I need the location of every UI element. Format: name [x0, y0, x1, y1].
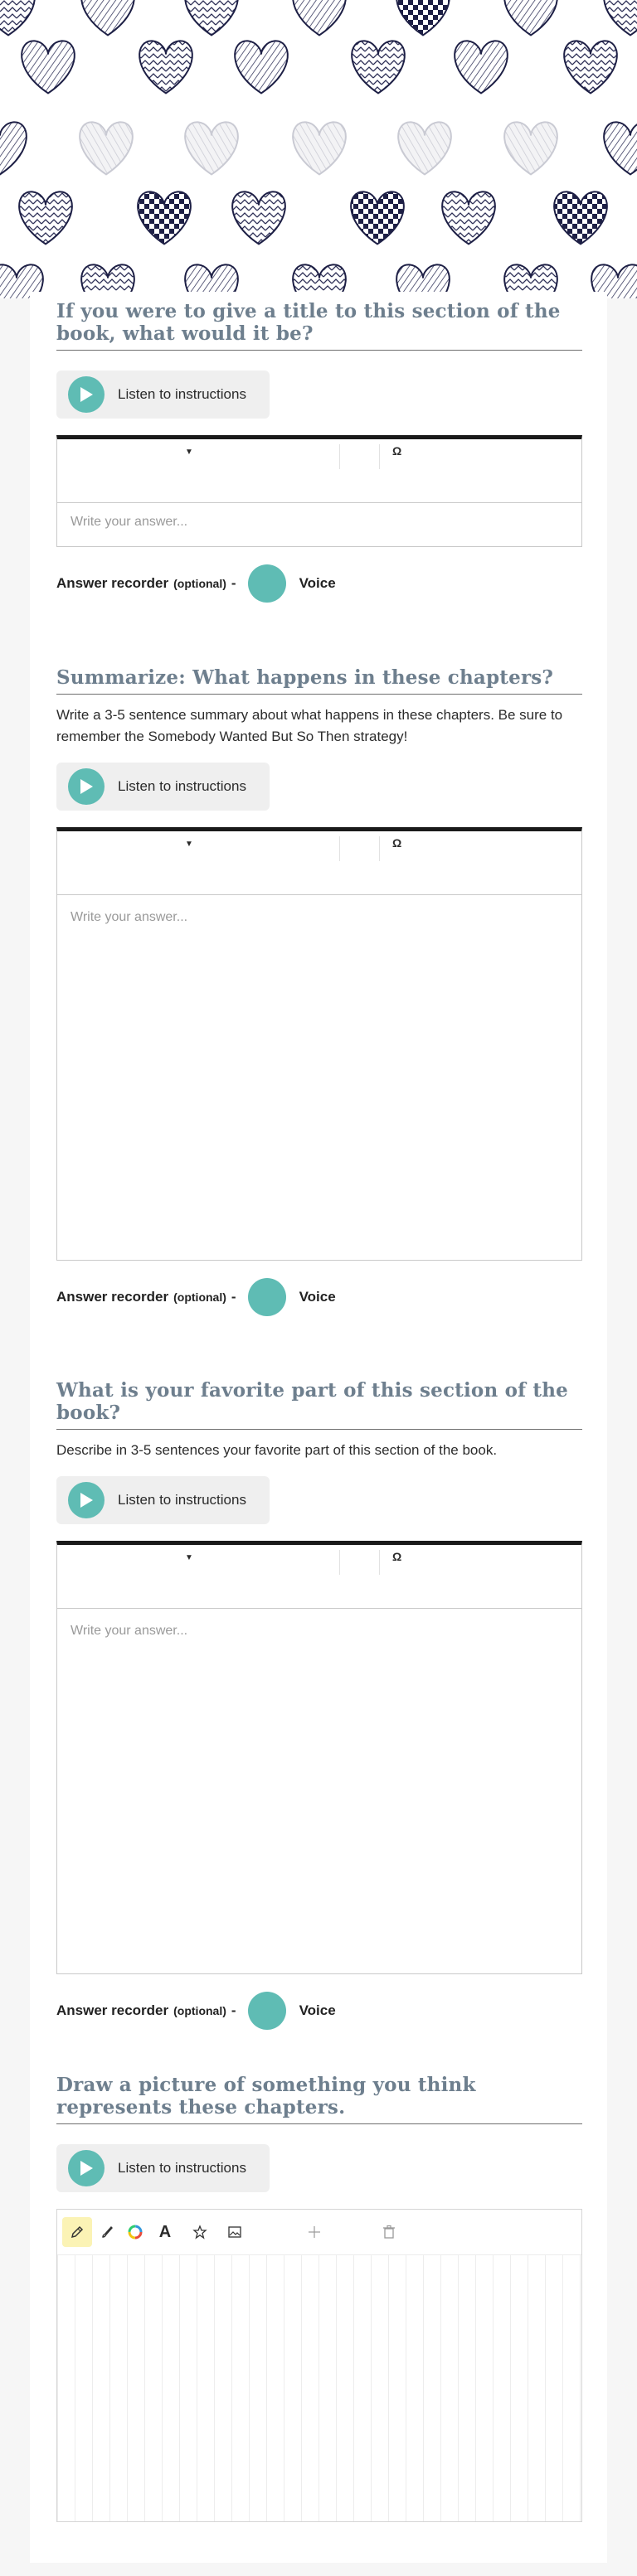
question-1 [56, 300, 582, 603]
hearts-pattern-banner [0, 0, 637, 298]
editor-toolbar [57, 831, 581, 895]
chevron-down-icon[interactable]: ▼ [185, 448, 193, 457]
answer-recorder [56, 564, 582, 603]
record-button[interactable] [248, 564, 286, 603]
recorder-label: Answer recorder [56, 575, 169, 591]
move-icon[interactable] [299, 2217, 329, 2247]
heart-shape [22, 41, 75, 93]
heart-shape [504, 0, 557, 35]
toolbar-divider [379, 1550, 380, 1575]
question-title: Draw a picture of something you think represents these chapters. [56, 2074, 582, 2124]
toolbar-divider [379, 444, 380, 469]
editor-toolbar [57, 439, 581, 503]
heart-shape [293, 0, 346, 35]
listen-label: Listen to instructions [118, 2160, 246, 2176]
text-tool-glyph: A [158, 2222, 172, 2241]
heart-shape [0, 0, 35, 35]
question-title: Summarize: What happens in these chapters? [56, 666, 582, 695]
heart-shape [604, 122, 637, 174]
answer-input[interactable] [57, 503, 581, 546]
heart-shape [455, 41, 508, 93]
answer-placeholder: Write your answer... [71, 910, 188, 924]
star-icon[interactable] [185, 2217, 215, 2247]
recorder-label: Answer recorder [56, 2002, 169, 2018]
drawing-canvas [56, 2209, 582, 2522]
recorder-dash: - [231, 2002, 236, 2018]
heart-shape [185, 0, 238, 35]
listen-instructions-button[interactable] [56, 1476, 270, 1524]
heart-shape [80, 122, 133, 174]
answer-recorder [56, 1277, 582, 1317]
answer-editor [56, 1541, 582, 1974]
question-4 [56, 2074, 582, 2522]
toolbar-divider [339, 444, 340, 469]
answer-editor [56, 827, 582, 1261]
recorder-optional: (optional) [173, 577, 226, 590]
heart-shape [138, 191, 191, 244]
heart-shape [139, 41, 192, 93]
heart-shape [81, 0, 134, 35]
recorder-dash: - [231, 1289, 236, 1305]
heart-shape [232, 191, 285, 244]
play-icon [68, 376, 105, 413]
listen-label: Listen to instructions [118, 778, 246, 794]
worksheet-card [30, 292, 607, 2563]
trash-icon[interactable] [374, 2217, 404, 2247]
toolbar-divider [339, 836, 340, 861]
play-icon [68, 2150, 105, 2186]
special-characters-icon[interactable]: Ω [392, 444, 402, 458]
recorder-label: Answer recorder [56, 1289, 169, 1305]
voice-label: Voice [299, 1289, 336, 1305]
heart-shape [504, 122, 557, 174]
heart-shape [398, 122, 451, 174]
drawing-area[interactable] [57, 2255, 581, 2521]
question-title: What is your favorite part of this section of the book? [56, 1379, 582, 1430]
answer-placeholder: Write your answer... [71, 1624, 188, 1638]
drawing-toolbar [57, 2210, 581, 2255]
hearts-pattern [0, 0, 637, 298]
chevron-down-icon[interactable]: ▼ [185, 1553, 193, 1562]
answer-recorder [56, 1991, 582, 2031]
listen-instructions-button[interactable] [56, 370, 270, 419]
question-2 [56, 666, 582, 1317]
heart-shape [293, 122, 346, 174]
image-icon[interactable] [220, 2217, 250, 2247]
chevron-down-icon[interactable]: ▼ [185, 840, 193, 849]
record-button[interactable] [248, 1992, 286, 2030]
recorder-optional: (optional) [173, 2004, 226, 2017]
listen-instructions-button[interactable] [56, 763, 270, 811]
pencil-icon[interactable] [62, 2217, 92, 2247]
special-characters-icon[interactable]: Ω [392, 836, 402, 850]
editor-toolbar [57, 1545, 581, 1609]
text-icon[interactable] [150, 2217, 180, 2247]
answer-input[interactable] [57, 895, 581, 1260]
heart-shape [554, 191, 607, 244]
heart-shape [185, 122, 238, 174]
brush-icon[interactable] [92, 2217, 122, 2247]
answer-placeholder: Write your answer... [71, 515, 188, 529]
heart-shape [235, 41, 288, 93]
answer-input[interactable] [57, 1609, 581, 1973]
heart-shape [352, 41, 405, 93]
listen-label: Listen to instructions [118, 386, 246, 402]
question-title: If you were to give a title to this section of the book, what would it be? [56, 300, 582, 351]
heart-shape [19, 191, 72, 244]
toolbar-divider [339, 1550, 340, 1575]
heart-shape [351, 191, 404, 244]
listen-label: Listen to instructions [118, 1492, 246, 1508]
question-description: Describe in 3-5 sentences your favorite part of this section of the book. [56, 1442, 498, 1458]
voice-label: Voice [299, 575, 336, 591]
voice-label: Voice [299, 2002, 336, 2018]
toolbar-divider [379, 836, 380, 861]
recorder-optional: (optional) [173, 1290, 226, 1304]
listen-instructions-button[interactable] [56, 2144, 270, 2192]
question-3 [56, 1379, 582, 2031]
answer-editor [56, 435, 582, 547]
color-wheel-icon[interactable] [120, 2217, 150, 2247]
record-button[interactable] [248, 1278, 286, 1316]
play-icon [68, 1482, 105, 1518]
recorder-dash: - [231, 575, 236, 591]
heart-shape [442, 191, 495, 244]
heart-shape [604, 0, 637, 35]
play-icon [68, 768, 105, 805]
heart-shape [396, 0, 450, 35]
heart-shape [0, 122, 27, 174]
question-description: Write a 3-5 sentence summary about what happens in these chapters. Be sure to remember the Somebody Wanted But So Then strategy! [56, 707, 563, 744]
special-characters-icon[interactable]: Ω [392, 1550, 402, 1563]
heart-shape [564, 41, 617, 93]
